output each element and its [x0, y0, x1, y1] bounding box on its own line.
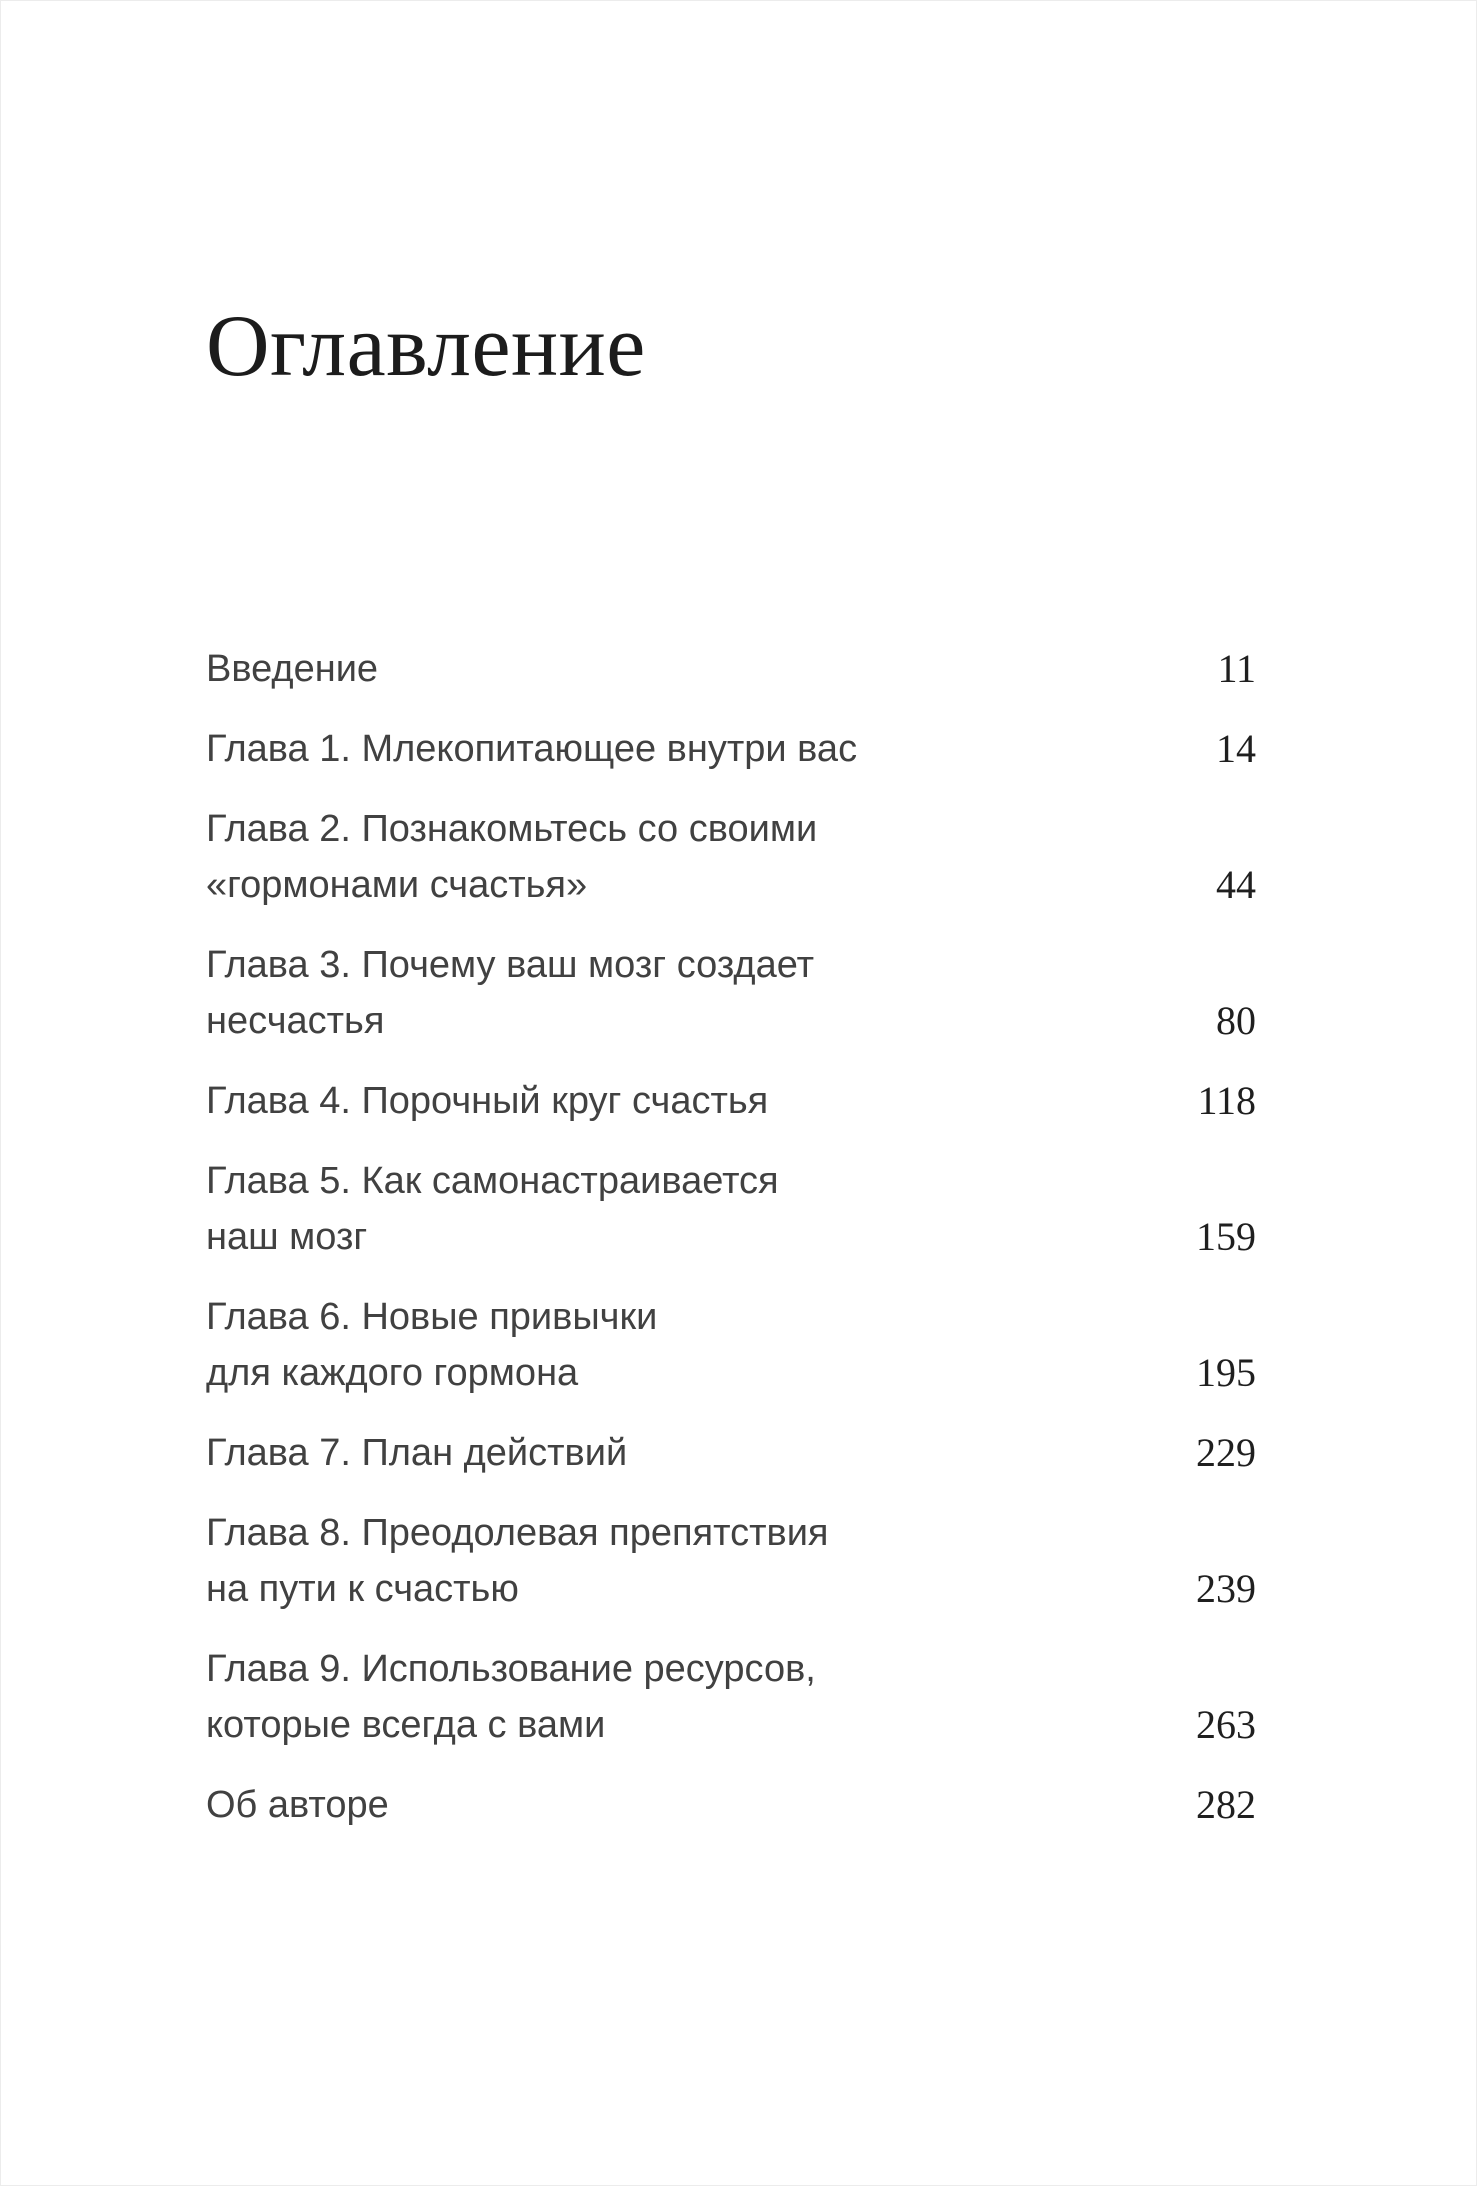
toc-entry-page: 159	[1196, 1214, 1256, 1260]
toc-entry-label	[206, 937, 814, 1049]
toc-entry-line: для каждого гормона	[206, 1352, 579, 1395]
toc-entry-page: 80	[1216, 998, 1256, 1044]
toc-entry-line: Глава 1. Млекопитающее внутри вас	[206, 728, 858, 771]
toc-entry-label	[206, 1073, 768, 1129]
toc-entry-label	[206, 1777, 389, 1833]
toc-entry-page: 11	[1217, 646, 1256, 692]
toc-entry	[206, 1641, 1256, 1753]
toc-entry-page: 229	[1196, 1430, 1256, 1476]
toc-entry-label	[206, 1289, 657, 1401]
toc-entry-page: 14	[1216, 726, 1256, 772]
toc-entry-line: Глава 4. Порочный круг счастья	[206, 1080, 769, 1123]
page-title: Оглавление	[206, 298, 646, 395]
toc-entry	[206, 721, 1256, 777]
toc-entry-page: 239	[1196, 1566, 1256, 1612]
toc-list	[206, 641, 1256, 1833]
toc-entry	[206, 1073, 1256, 1129]
toc-entry-line: Глава 7. План действий	[206, 1432, 628, 1475]
toc-entry-line: Глава 3. Почему ваш мозг создает	[206, 944, 815, 987]
toc-entry-line: которые всегда с вами	[206, 1704, 606, 1747]
toc-entry-page: 263	[1196, 1702, 1256, 1748]
toc-entry-label	[206, 1153, 779, 1265]
toc-entry-line: Глава 8. Преодолевая препятствия	[206, 1512, 829, 1555]
toc-entry-line: на пути к счастью	[206, 1568, 519, 1611]
toc-entry-label	[206, 641, 378, 697]
toc-entry	[206, 1153, 1256, 1265]
toc-entry-line: несчастья	[206, 1000, 385, 1043]
toc-entry	[206, 801, 1256, 913]
toc-entry-page: 44	[1216, 862, 1256, 908]
toc-entry	[206, 1289, 1256, 1401]
toc-entry	[206, 1425, 1256, 1481]
toc-content	[1, 1, 1476, 1833]
toc-entry	[206, 1777, 1256, 1833]
toc-entry-page: 195	[1196, 1350, 1256, 1396]
toc-entry-label	[206, 1505, 829, 1617]
toc-entry-page: 118	[1197, 1078, 1256, 1124]
toc-entry-label	[206, 1641, 816, 1753]
toc-entry-line: Глава 9. Использование ресурсов,	[206, 1648, 816, 1691]
toc-entry-line: Введение	[206, 648, 379, 691]
toc-entry-line: Глава 5. Как самонастраивается	[206, 1160, 779, 1203]
toc-entry-line: Об авторе	[206, 1784, 389, 1827]
toc-entry-line: наш мозг	[206, 1216, 368, 1259]
toc-entry-label	[206, 801, 817, 913]
toc-entry-line: Глава 2. Познакомьтесь со своими	[206, 808, 818, 851]
toc-entry-page: 282	[1196, 1782, 1256, 1828]
toc-entry	[206, 641, 1256, 697]
toc-entry-line: «гормонами счастья»	[206, 864, 588, 907]
toc-entry-label	[206, 721, 857, 777]
toc-entry	[206, 1505, 1256, 1617]
toc-entry-label	[206, 1425, 627, 1481]
toc-entry	[206, 937, 1256, 1049]
toc-entry-line: Глава 6. Новые привычки	[206, 1296, 658, 1339]
